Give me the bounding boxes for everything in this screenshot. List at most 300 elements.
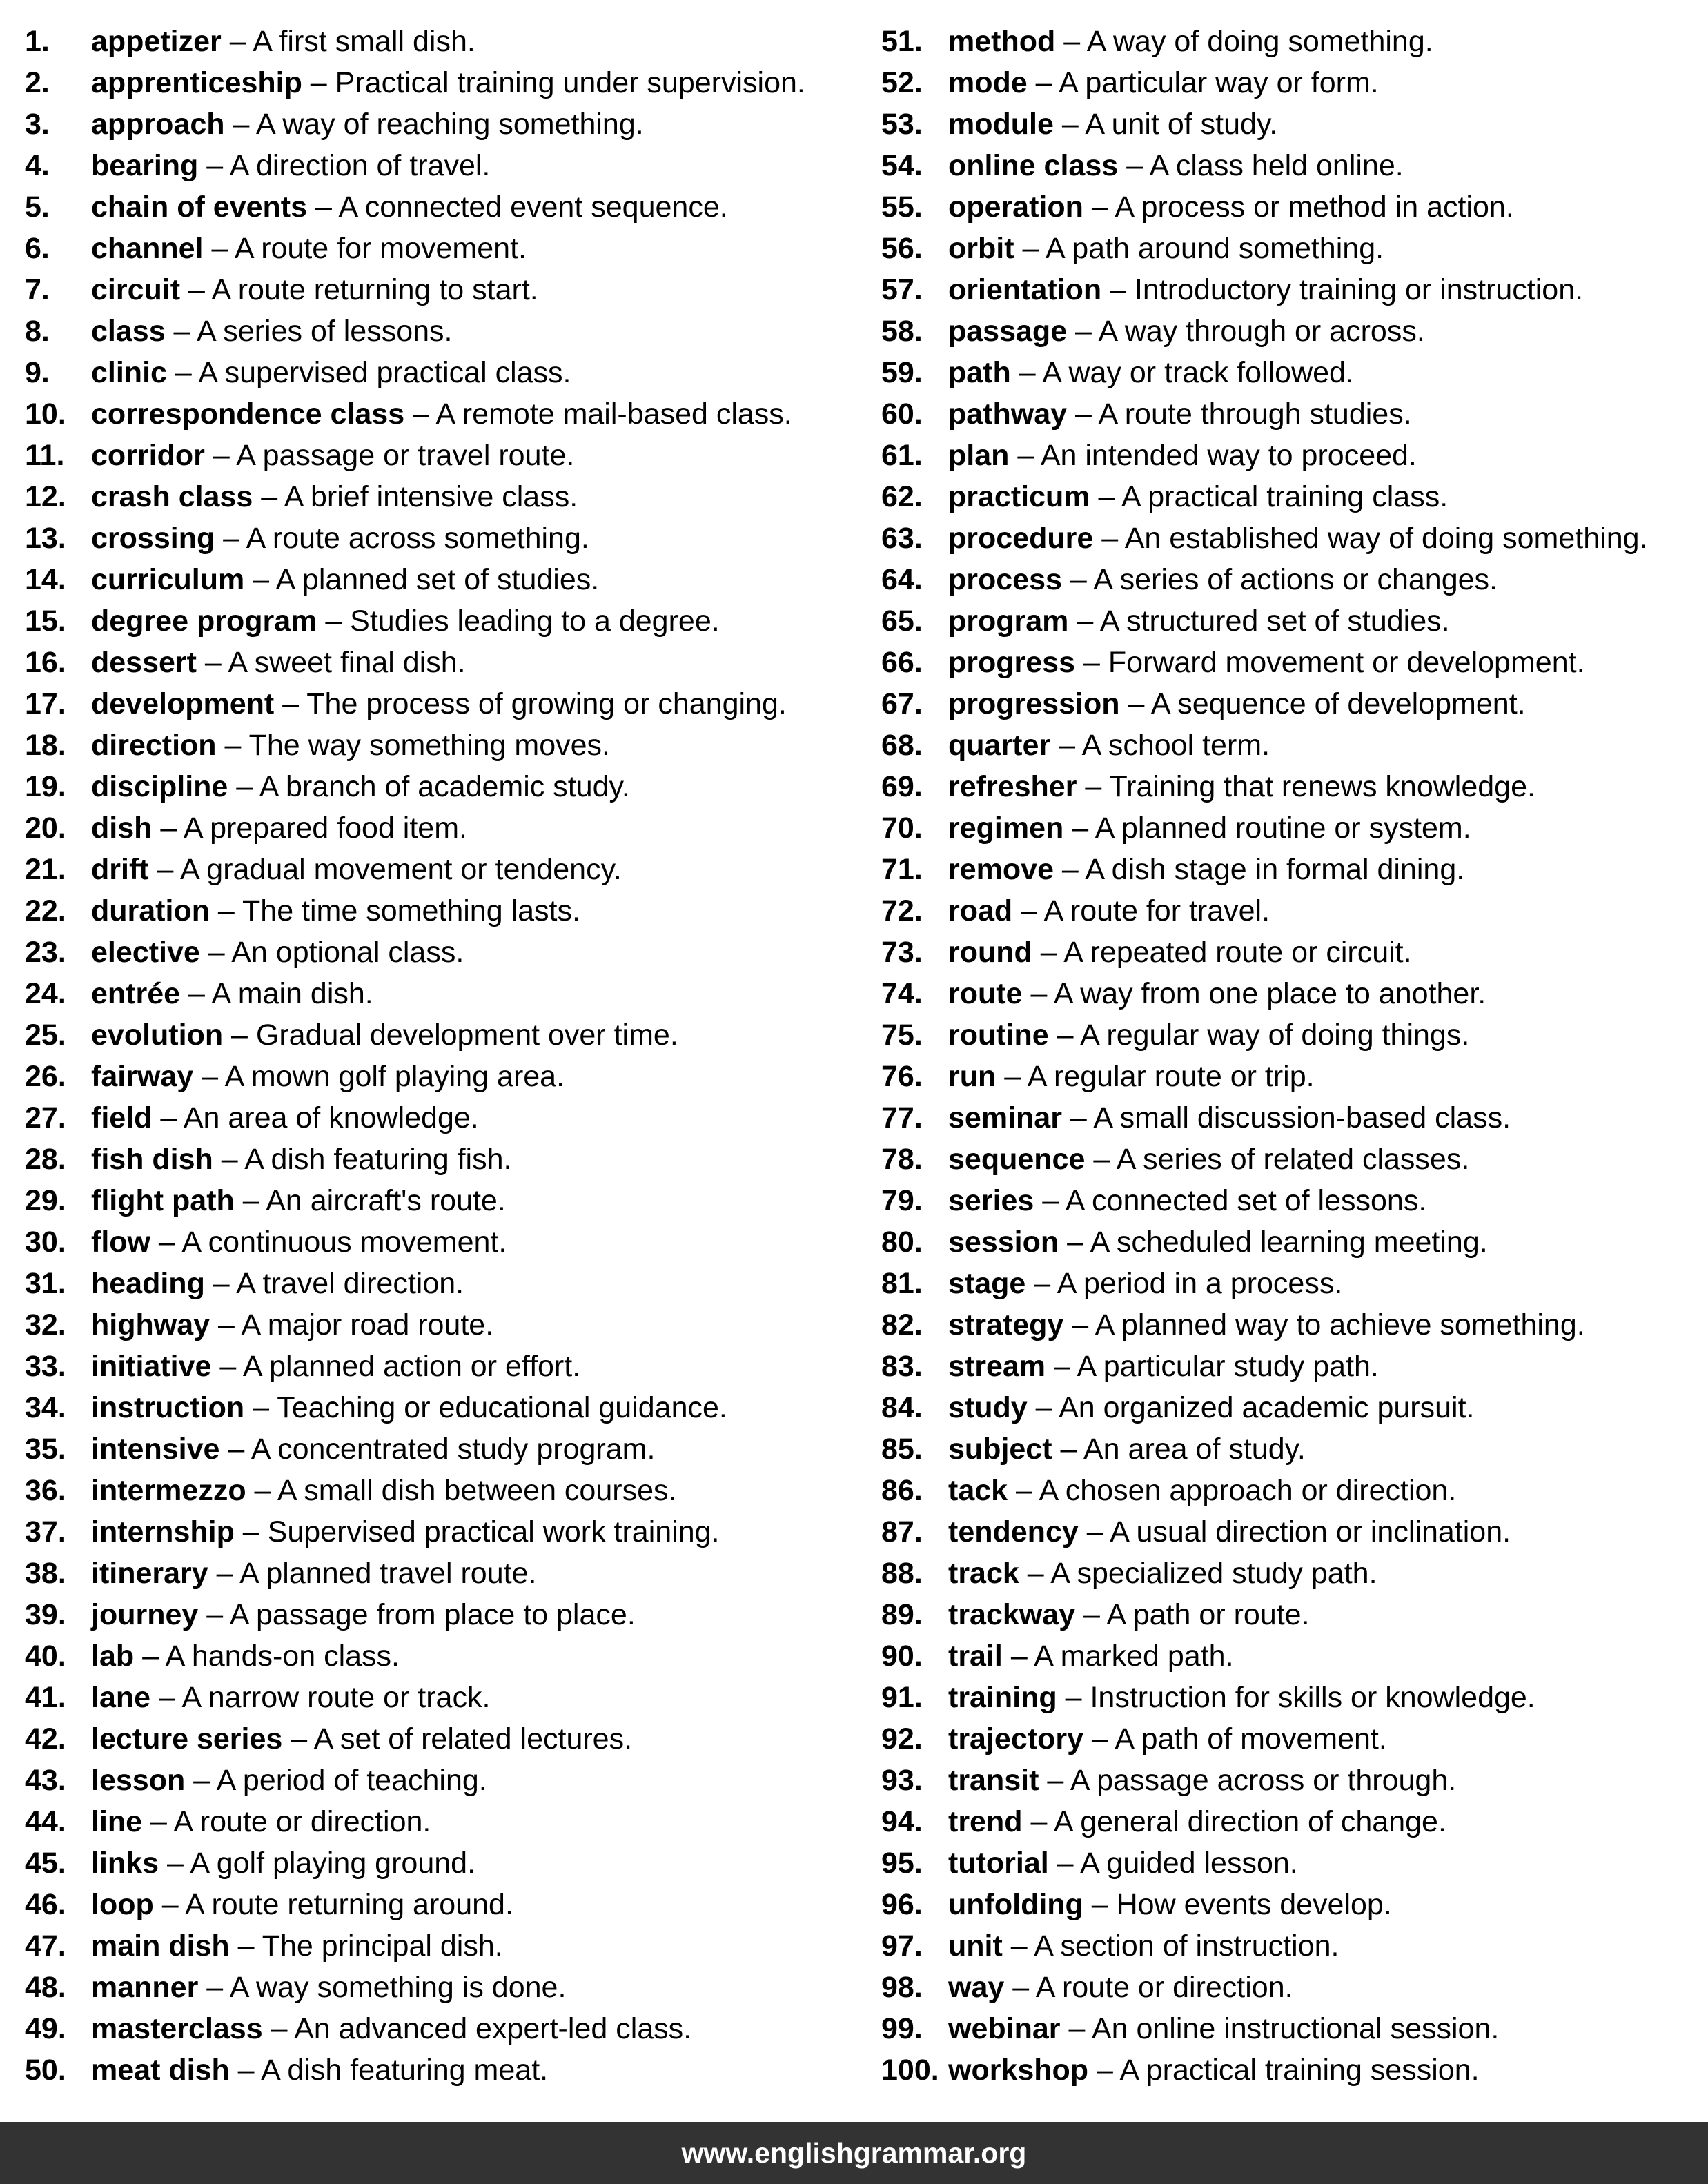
item-term: stage xyxy=(948,1267,1026,1300)
item-term: line xyxy=(91,1805,143,1838)
list-item xyxy=(25,1139,853,1180)
item-definition: – An advanced expert-led class. xyxy=(262,2012,692,2045)
list-item xyxy=(25,1180,853,1221)
item-term: clinic xyxy=(91,356,167,389)
item-term: operation xyxy=(948,190,1083,224)
item-term: lab xyxy=(91,1640,135,1673)
item-definition: – A path or route. xyxy=(1075,1598,1310,1631)
item-number: 57. xyxy=(881,273,923,306)
item-term: unit xyxy=(948,1929,1003,1962)
list-item xyxy=(25,1884,853,1925)
item-term: dish xyxy=(91,811,153,845)
list-item xyxy=(881,973,1702,1014)
item-number: 69. xyxy=(881,770,923,803)
list-item xyxy=(881,269,1702,311)
item-number: 11. xyxy=(25,439,65,472)
item-definition: – A golf playing ground. xyxy=(159,1847,476,1880)
item-term: dessert xyxy=(91,646,197,679)
item-number: 51. xyxy=(881,25,923,58)
list-item xyxy=(25,1428,853,1470)
item-number: 80. xyxy=(881,1226,923,1259)
list-item xyxy=(881,890,1702,932)
item-term: trail xyxy=(948,1640,1003,1673)
item-definition: – A brief intensive class. xyxy=(253,480,578,513)
item-term: procedure xyxy=(948,522,1094,555)
item-term: plan xyxy=(948,439,1010,472)
list-item xyxy=(25,1056,853,1097)
item-term: pathway xyxy=(948,397,1068,431)
item-number: 15. xyxy=(25,604,66,638)
item-term: orbit xyxy=(948,232,1014,265)
item-term: round xyxy=(948,936,1032,969)
list-item xyxy=(881,1263,1702,1304)
item-number: 40. xyxy=(25,1640,66,1673)
list-item xyxy=(881,1180,1702,1221)
item-term: module xyxy=(948,108,1054,141)
item-definition: – A supervised practical class. xyxy=(166,356,571,389)
item-number: 61. xyxy=(881,439,923,472)
item-term: circuit xyxy=(91,273,181,306)
item-term: loop xyxy=(91,1888,154,1921)
item-definition: – A direction of travel. xyxy=(198,149,491,182)
item-term: series xyxy=(948,1184,1034,1217)
item-definition: – A dish featuring meat. xyxy=(229,2054,549,2087)
item-definition: – A guided lesson. xyxy=(1048,1847,1298,1880)
item-term: highway xyxy=(91,1308,210,1341)
item-number: 86. xyxy=(881,1474,923,1507)
item-definition: – A section of instruction. xyxy=(1002,1929,1339,1962)
word-list-column-left xyxy=(25,21,853,2091)
word-list-column-right xyxy=(881,21,1702,2091)
item-term: lesson xyxy=(91,1764,186,1797)
item-definition: – A general direction of change. xyxy=(1022,1805,1446,1838)
item-term: crossing xyxy=(91,522,215,555)
item-term: route xyxy=(948,977,1023,1010)
list-item xyxy=(881,1594,1702,1635)
list-item xyxy=(881,518,1702,559)
list-item xyxy=(881,1553,1702,1594)
item-term: path xyxy=(948,356,1011,389)
item-number: 24. xyxy=(25,977,66,1010)
item-definition: – Studies leading to a degree. xyxy=(317,604,720,638)
item-term: class xyxy=(91,315,166,348)
item-definition: – Introductory training or instruction. xyxy=(1101,273,1584,306)
item-term: internship xyxy=(91,1515,235,1548)
item-number: 66. xyxy=(881,646,923,679)
item-term: training xyxy=(948,1681,1057,1714)
list-item xyxy=(25,932,853,973)
item-number: 62. xyxy=(881,480,923,513)
list-item xyxy=(881,1760,1702,1801)
item-definition: – A route for movement. xyxy=(203,232,527,265)
item-term: bearing xyxy=(91,149,199,182)
item-definition: – A passage from place to place. xyxy=(198,1598,636,1631)
item-number: 45. xyxy=(25,1847,66,1880)
list-item xyxy=(25,1097,853,1139)
list-item xyxy=(25,1925,853,1967)
item-term: corridor xyxy=(91,439,205,472)
item-number: 17. xyxy=(25,687,66,720)
item-definition: – A prepared food item. xyxy=(152,811,467,845)
item-number: 26. xyxy=(25,1060,66,1093)
item-number: 25. xyxy=(25,1019,66,1052)
item-definition: – Instruction for skills or knowledge. xyxy=(1057,1681,1535,1714)
item-definition: – A practical training class. xyxy=(1090,480,1449,513)
item-number: 6. xyxy=(25,232,50,265)
item-definition: – An established way of doing something. xyxy=(1093,522,1648,555)
list-item xyxy=(881,807,1702,849)
item-definition: – A sweet final dish. xyxy=(196,646,466,679)
item-definition: – A gradual movement or tendency. xyxy=(148,853,622,886)
list-item xyxy=(25,807,853,849)
item-number: 100. xyxy=(881,2054,939,2087)
item-number: 5. xyxy=(25,190,50,224)
item-number: 49. xyxy=(25,2012,66,2045)
item-definition: – Training that renews knowledge. xyxy=(1077,770,1535,803)
list-item xyxy=(881,104,1702,145)
item-term: flight path xyxy=(91,1184,235,1217)
item-definition: – A route or direction. xyxy=(1004,1971,1293,2004)
item-number: 99. xyxy=(881,2012,923,2045)
item-term: tendency xyxy=(948,1515,1079,1548)
list-item xyxy=(25,2049,853,2091)
item-term: mode xyxy=(948,66,1028,99)
list-item xyxy=(25,311,853,352)
list-item xyxy=(881,725,1702,766)
list-item xyxy=(881,1884,1702,1925)
list-item xyxy=(25,1635,853,1677)
item-term: main dish xyxy=(91,1929,230,1962)
item-number: 63. xyxy=(881,522,923,555)
item-definition: – Practical training under supervision. xyxy=(302,66,805,99)
item-term: correspondence class xyxy=(91,397,405,431)
item-number: 44. xyxy=(25,1805,66,1838)
item-term: routine xyxy=(948,1019,1049,1052)
item-term: track xyxy=(948,1557,1019,1590)
item-term: fish dish xyxy=(91,1143,213,1176)
item-number: 34. xyxy=(25,1391,66,1424)
item-definition: – A connected set of lessons. xyxy=(1034,1184,1427,1217)
item-number: 36. xyxy=(25,1474,66,1507)
list-item xyxy=(881,1470,1702,1511)
item-definition: – A way something is done. xyxy=(198,1971,567,2004)
list-item xyxy=(881,1842,1702,1884)
item-definition: – A period in a process. xyxy=(1025,1267,1343,1300)
item-number: 28. xyxy=(25,1143,66,1176)
item-definition: – A structured set of studies. xyxy=(1068,604,1450,638)
item-number: 50. xyxy=(25,2054,66,2087)
item-number: 98. xyxy=(881,1971,923,2004)
item-definition: – Forward movement or development. xyxy=(1075,646,1585,679)
item-definition: – A specialized study path. xyxy=(1019,1557,1377,1590)
list-item xyxy=(25,1718,853,1760)
list-item xyxy=(881,642,1702,683)
item-term: progression xyxy=(948,687,1120,720)
item-number: 67. xyxy=(881,687,923,720)
item-number: 87. xyxy=(881,1515,923,1548)
item-term: orientation xyxy=(948,273,1102,306)
item-number: 89. xyxy=(881,1598,923,1631)
item-term: instruction xyxy=(91,1391,245,1424)
list-item xyxy=(25,1304,853,1346)
list-item xyxy=(25,1221,853,1263)
item-definition: – A series of lessons. xyxy=(165,315,453,348)
item-definition: – A repeated route or circuit. xyxy=(1032,936,1412,969)
list-item xyxy=(881,393,1702,435)
item-definition: – A process or method in action. xyxy=(1083,190,1514,224)
list-item xyxy=(25,642,853,683)
list-item xyxy=(25,559,853,600)
item-number: 20. xyxy=(25,811,66,845)
item-number: 38. xyxy=(25,1557,66,1590)
list-item xyxy=(25,145,853,186)
item-term: evolution xyxy=(91,1019,224,1052)
item-number: 59. xyxy=(881,356,923,389)
item-definition: – A path of movement. xyxy=(1083,1722,1387,1755)
item-number: 31. xyxy=(25,1267,66,1300)
item-term: discipline xyxy=(91,770,228,803)
list-item xyxy=(881,62,1702,104)
item-definition: – A route through studies. xyxy=(1067,397,1412,431)
list-item xyxy=(881,1511,1702,1553)
item-term: tutorial xyxy=(948,1847,1049,1880)
item-definition: – A practical training session. xyxy=(1088,2054,1480,2087)
list-item xyxy=(881,476,1702,518)
item-number: 54. xyxy=(881,149,923,182)
item-number: 23. xyxy=(25,936,66,969)
item-definition: – A major road route. xyxy=(210,1308,494,1341)
list-item xyxy=(881,1056,1702,1097)
item-definition: – An organized academic pursuit. xyxy=(1027,1391,1475,1424)
item-definition: – A way of reaching something. xyxy=(224,108,644,141)
item-number: 82. xyxy=(881,1308,923,1341)
item-number: 46. xyxy=(25,1888,66,1921)
item-term: development xyxy=(91,687,275,720)
item-definition: – A series of actions or changes. xyxy=(1061,563,1498,596)
item-definition: – The time something lasts. xyxy=(209,894,580,927)
item-number: 32. xyxy=(25,1308,66,1341)
item-definition: – A route for travel. xyxy=(1012,894,1270,927)
item-number: 73. xyxy=(881,936,923,969)
list-item xyxy=(25,104,853,145)
item-term: workshop xyxy=(948,2054,1089,2087)
list-item xyxy=(25,1842,853,1884)
item-term: degree program xyxy=(91,604,317,638)
item-term: trend xyxy=(948,1805,1023,1838)
item-number: 27. xyxy=(25,1101,66,1134)
item-number: 10. xyxy=(25,397,66,431)
item-term: channel xyxy=(91,232,204,265)
item-number: 96. xyxy=(881,1888,923,1921)
item-number: 76. xyxy=(881,1060,923,1093)
item-definition: – Supervised practical work training. xyxy=(234,1515,720,1548)
list-item xyxy=(881,1387,1702,1428)
list-item xyxy=(25,1967,853,2008)
item-definition: – A route returning around. xyxy=(153,1888,513,1921)
list-item xyxy=(25,352,853,393)
item-number: 58. xyxy=(881,315,923,348)
list-item xyxy=(881,1801,1702,1842)
item-definition: – A narrow route or track. xyxy=(150,1681,491,1714)
item-term: apprenticeship xyxy=(91,66,302,99)
item-definition: – A dish featuring fish. xyxy=(213,1143,512,1176)
item-number: 43. xyxy=(25,1764,66,1797)
list-item xyxy=(25,1470,853,1511)
list-item xyxy=(25,435,853,476)
item-term: subject xyxy=(948,1433,1052,1466)
list-item xyxy=(881,1221,1702,1263)
item-definition: – An intended way to proceed. xyxy=(1009,439,1417,472)
item-definition: – A set of related lectures. xyxy=(282,1722,633,1755)
list-item xyxy=(881,435,1702,476)
item-number: 19. xyxy=(25,770,66,803)
list-item xyxy=(25,2008,853,2049)
item-definition: – A regular route or trip. xyxy=(996,1060,1315,1093)
item-number: 42. xyxy=(25,1722,66,1755)
item-number: 60. xyxy=(881,397,923,431)
list-item xyxy=(25,1511,853,1553)
footer-bar xyxy=(0,2122,1708,2184)
list-item xyxy=(881,559,1702,600)
item-number: 37. xyxy=(25,1515,66,1548)
item-number: 22. xyxy=(25,894,66,927)
item-definition: – A branch of academic study. xyxy=(228,770,630,803)
list-item xyxy=(881,1718,1702,1760)
item-number: 83. xyxy=(881,1350,923,1383)
list-item xyxy=(881,1014,1702,1056)
item-term: practicum xyxy=(948,480,1090,513)
item-number: 1. xyxy=(25,25,50,58)
item-definition: – A way or track followed. xyxy=(1010,356,1354,389)
item-number: 9. xyxy=(25,356,50,389)
item-number: 92. xyxy=(881,1722,923,1755)
list-item xyxy=(25,186,853,228)
item-term: lecture series xyxy=(91,1722,283,1755)
item-definition: – How events develop. xyxy=(1083,1888,1392,1921)
list-item xyxy=(881,228,1702,269)
list-item xyxy=(25,1553,853,1594)
list-item xyxy=(881,352,1702,393)
item-definition: – A school term. xyxy=(1050,729,1270,762)
item-definition: – A scheduled learning meeting. xyxy=(1059,1226,1488,1259)
item-number: 91. xyxy=(881,1681,923,1714)
item-definition: – An online instructional session. xyxy=(1060,2012,1500,2045)
item-definition: – A way through or across. xyxy=(1067,315,1425,348)
item-number: 79. xyxy=(881,1184,923,1217)
item-term: strategy xyxy=(948,1308,1064,1341)
item-term: curriculum xyxy=(91,563,245,596)
item-number: 47. xyxy=(25,1929,66,1962)
item-definition: – A usual direction or inclination. xyxy=(1078,1515,1511,1548)
list-item xyxy=(881,2008,1702,2049)
list-item xyxy=(881,849,1702,890)
item-number: 65. xyxy=(881,604,923,638)
item-definition: – A planned travel route. xyxy=(208,1557,537,1590)
item-number: 71. xyxy=(881,853,923,886)
item-number: 90. xyxy=(881,1640,923,1673)
item-term: lane xyxy=(91,1681,151,1714)
item-term: quarter xyxy=(948,729,1051,762)
list-item xyxy=(881,766,1702,807)
item-definition: – A series of related classes. xyxy=(1085,1143,1470,1176)
item-definition: – A mown golf playing area. xyxy=(193,1060,565,1093)
item-definition: – A marked path. xyxy=(1002,1640,1234,1673)
item-term: way xyxy=(948,1971,1005,2004)
item-definition: – A planned routine or system. xyxy=(1063,811,1471,845)
item-number: 41. xyxy=(25,1681,66,1714)
list-item xyxy=(881,683,1702,725)
item-number: 3. xyxy=(25,108,50,141)
item-definition: – A continuous movement. xyxy=(150,1226,507,1259)
item-term: crash class xyxy=(91,480,253,513)
footer-url: www.englishgrammar.org xyxy=(681,2137,1027,2169)
list-item xyxy=(25,21,853,62)
item-definition: – A hands-on class. xyxy=(134,1640,400,1673)
item-term: direction xyxy=(91,729,217,762)
list-item xyxy=(881,1139,1702,1180)
list-item xyxy=(25,1014,853,1056)
list-item xyxy=(881,1097,1702,1139)
item-number: 81. xyxy=(881,1267,923,1300)
item-number: 52. xyxy=(881,66,923,99)
item-term: appetizer xyxy=(91,25,222,58)
item-definition: – A class held online. xyxy=(1118,149,1404,182)
item-term: refresher xyxy=(948,770,1077,803)
item-definition: – A sequence of development. xyxy=(1119,687,1526,720)
item-definition: – Gradual development over time. xyxy=(223,1019,678,1052)
list-item xyxy=(25,518,853,559)
item-definition: – A main dish. xyxy=(180,977,373,1010)
item-number: 29. xyxy=(25,1184,66,1217)
list-item xyxy=(25,1594,853,1635)
list-item xyxy=(25,1387,853,1428)
item-term: regimen xyxy=(948,811,1064,845)
item-term: remove xyxy=(948,853,1054,886)
list-item xyxy=(25,228,853,269)
item-definition: – A planned action or effort. xyxy=(211,1350,581,1383)
item-definition: – A concentrated study program. xyxy=(219,1433,656,1466)
item-number: 72. xyxy=(881,894,923,927)
item-term: intermezzo xyxy=(91,1474,246,1507)
item-definition: – The way something moves. xyxy=(216,729,610,762)
item-term: flow xyxy=(91,1226,150,1259)
list-item xyxy=(881,1304,1702,1346)
item-definition: – An area of study. xyxy=(1052,1433,1306,1466)
item-number: 21. xyxy=(25,853,66,886)
list-item xyxy=(881,600,1702,642)
item-term: fairway xyxy=(91,1060,194,1093)
item-definition: – A way of doing something. xyxy=(1055,25,1433,58)
item-number: 88. xyxy=(881,1557,923,1590)
item-number: 35. xyxy=(25,1433,66,1466)
item-term: passage xyxy=(948,315,1068,348)
list-item xyxy=(25,1677,853,1718)
item-definition: – An optional class. xyxy=(199,936,464,969)
item-number: 85. xyxy=(881,1433,923,1466)
item-number: 8. xyxy=(25,315,50,348)
item-definition: – The principal dish. xyxy=(229,1929,503,1962)
item-number: 56. xyxy=(881,232,923,265)
item-term: chain of events xyxy=(91,190,308,224)
list-item xyxy=(25,62,853,104)
item-definition: – An aircraft's route. xyxy=(234,1184,506,1217)
item-term: intensive xyxy=(91,1433,220,1466)
item-number: 95. xyxy=(881,1847,923,1880)
list-item xyxy=(881,1677,1702,1718)
item-definition: – A regular way of doing things. xyxy=(1048,1019,1470,1052)
item-definition: – A route across something. xyxy=(215,522,589,555)
item-term: study xyxy=(948,1391,1028,1424)
